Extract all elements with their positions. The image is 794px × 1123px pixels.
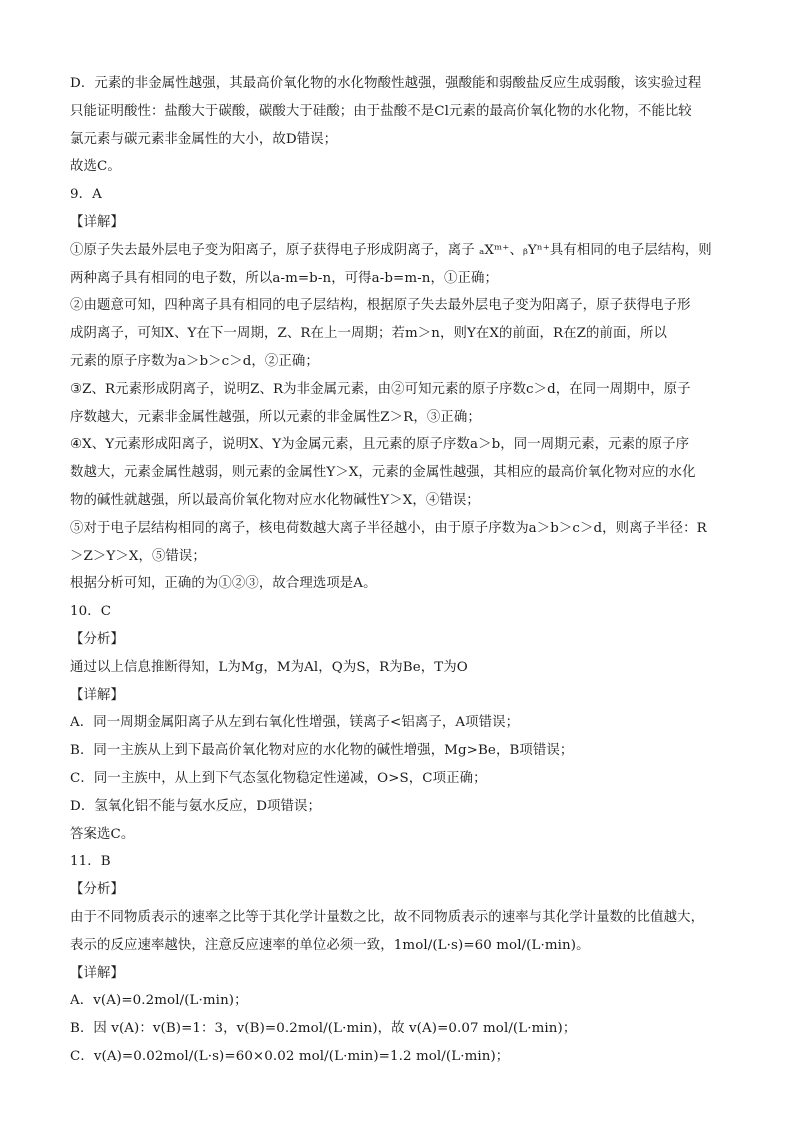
text-line: ＞Z＞Y＞X，⑤错误； [70, 548, 206, 564]
text-line: 物的碱性就越强，所以最高价氧化物对应水化物碱性Y＞X，④错误； [70, 492, 480, 508]
text-line: 答案选C。 [70, 826, 135, 842]
text-line: ③Z、R元素形成阴离子，说明Z、R为非金属元素，由②可知元素的原子序数c＞d，在同一周期中，原子 [70, 381, 691, 397]
text-line: 数越大，元素金属性越弱，则元素的金属性Y＞X，元素的金属性越强，其相应的最高价氧化物对应的水化 [70, 465, 696, 481]
section-heading: 【分析】 [70, 882, 124, 898]
text-line: 只能证明酸性：盐酸大于碳酸，碳酸大于硅酸；由于盐酸不是Cl元素的最高价氧化物的水化物，不能比较 [70, 103, 692, 119]
question-number: 10．C [70, 604, 112, 620]
text-line: C．v(A)=0.02mol/(L·s)=60×0.02 mol/(L·min)=1.2 mol/(L·min)； [70, 1048, 510, 1064]
text-line: 氯元素与碳元素非金属性的大小，故D错误； [70, 131, 338, 147]
text-line: D．氢氧化铝不能与氨水反应，D项错误； [70, 798, 322, 814]
text-line: ①原子失去最外层电子变为阳离子，原子获得电子形成阴离子，离子 ₐXᵐ⁺、ᵦYⁿ⁺具有相同的电子层结构，则 [70, 242, 712, 258]
text-line: 由于不同物质表示的速率之比等于其化学计量数之比，故不同物质表示的速率与其化学计量数的比值越大， [70, 909, 705, 925]
text-line: 表示的反应速率越快，注意反应速率的单位必须一致，1mol/(L·s)=60 mol/(L·min)。 [70, 937, 590, 953]
text-line: B．同一主族从上到下最高价氧化物对应的水化物的碱性增强，Mg>Be，B项错误； [70, 743, 574, 759]
text-line: C．同一主族中，从上到下气态氢化物稳定性递减，O>S，C项正确； [70, 770, 487, 786]
text-line: D．元素的非金属性越强，其最高价氧化物的水化物酸性越强，强酸能和弱酸盐反应生成弱酸，该实验过程 [70, 76, 702, 91]
text-line: A．v(A)=0.2mol/(L·min)； [70, 993, 248, 1009]
text-line: ④X、Y元素形成阳离子，说明X、Y为金属元素，且元素的原子序数a＞b，同一周期元素，元素的原子序 [70, 437, 690, 453]
text-line: 序数越大，元素非金属性越强，所以元素的非金属性Z＞R，③正确； [70, 409, 481, 425]
section-heading: 【详解】 [70, 687, 124, 703]
text-line: 通过以上信息推断得知，L为Mg，M为Al，Q为S，R为Be，T为O [70, 659, 468, 675]
section-heading: 【详解】 [70, 965, 124, 981]
text-line: B．因 v(A)：v(B)=1：3，v(B)=0.2mol/(L·min)，故 v(A)=0.07 mol/(L·min)； [70, 1021, 577, 1037]
text-line: ⑤对于电子层结构相同的离子，核电荷数越大离子半径越小，由于原子序数为a＞b＞c＞d，则离子半径：R [70, 520, 707, 536]
question-number: 11．B [70, 854, 111, 870]
text-line: ②由题意可知，四种离子具有相同的电子层结构，根据原子失去最外层电子变为阳离子，原子获得电子形 [70, 298, 691, 314]
text-line: 成阴离子，可知X、Y在下一周期，Z、R在上一周期；若m＞n，则Y在X的前面，R在Z的前面，所以 [70, 326, 667, 342]
document-page [70, 70, 730, 1071]
text-line: 元素的原子序数为a＞b＞c＞d，②正确； [70, 353, 319, 369]
text-line: 两种离子具有相同的电子数，所以a-m=b-n，可得a-b=m-n，①正确； [70, 270, 498, 286]
section-heading: 【详解】 [70, 214, 124, 230]
text-line: A．同一周期金属阳离子从左到右氧化性增强，镁离子<铝离子，A项错误； [70, 715, 520, 731]
section-heading: 【分析】 [70, 631, 124, 647]
text-line: 根据分析可知，正确的为①②③，故合理选项是A。 [70, 576, 377, 592]
question-number: 9．A [70, 187, 102, 203]
text-line: 故选C。 [70, 159, 121, 175]
